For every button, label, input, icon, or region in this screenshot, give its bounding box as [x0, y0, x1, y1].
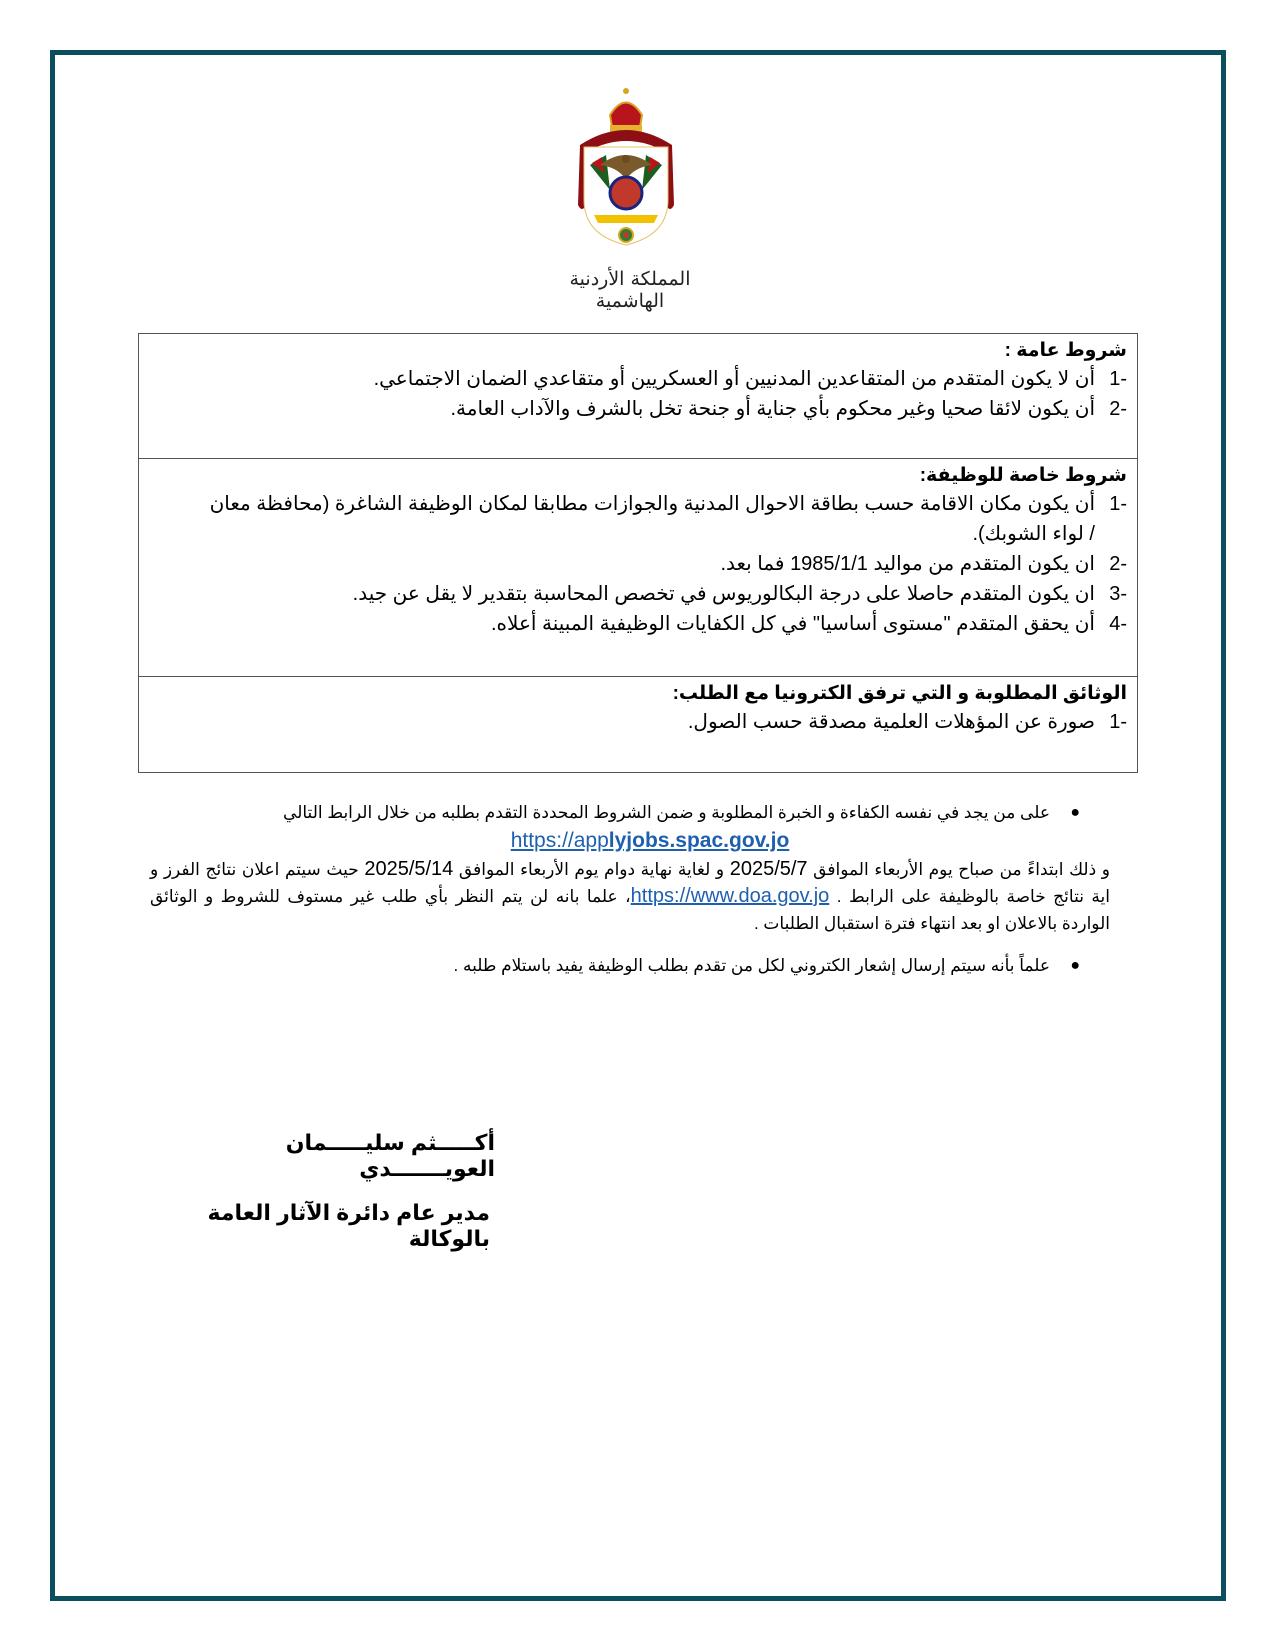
item-number: 1- [1109, 711, 1127, 733]
para-text: و ذلك ابتداءً من صباح يوم الأربعاء الموافق [813, 860, 1110, 879]
item-number: 2- [1109, 553, 1127, 575]
list-item [149, 609, 1127, 639]
item-text: أن يحقق المتقدم "مستوى أساسيا" في كل الكفايات الوظيفية المبينة أعلاه. [490, 613, 1095, 635]
job-conditions-section [139, 459, 1137, 677]
apply-instruction: على من يجد في نفسه الكفاءة و الخبرة المطلوبة و ضمن الشروط المحددة التقدم بطلبه من خلال الرابط التالي [283, 803, 1050, 822]
documents-section [139, 677, 1137, 772]
list-item [149, 489, 1127, 549]
list-item [149, 549, 1127, 579]
item-text: أن لا يكون المتقدم من المتقاعدين المدنيين أو العسكريين أو متقاعدي الضمان الاجتماعي. [373, 368, 1095, 390]
item-text: ان يكون المتقدم حاصلا على درجة البكالوريوس في تخصص المحاسبة بتقدير لا يقل عن جيد. [352, 583, 1095, 605]
apply-link-line [150, 826, 1120, 856]
bullet-apply [150, 800, 1120, 826]
general-conditions-title: شروط عامة : [1004, 340, 1127, 361]
item-number: 1- [1109, 493, 1127, 515]
apply-link[interactable] [511, 829, 790, 852]
item-number: 2- [1109, 398, 1127, 420]
para-text: ، علما بانه لن يتم النظر بأي طلب غير مستوف للشروط و الوثائق الواردة بالاعلان او بعد انتهاء فترة استقبال الطلبات . [150, 887, 1110, 933]
apply-link-bold: lyjobs.spac.gov.jo [608, 829, 790, 852]
para-text: حيث سيتم اعلان نتائج الفرز و اية نتائج خاصة بالوظيفة على الرابط . [150, 860, 1110, 906]
results-link[interactable]: https://www.doa.gov.jo [630, 885, 830, 907]
bullet-icon: ● [1070, 957, 1080, 974]
item-number: 4- [1109, 613, 1127, 635]
general-conditions-section [139, 334, 1137, 459]
documents-title: الوثائق المطلوبة و التي ترفق الكترونيا مع الطلب: [672, 683, 1127, 704]
list-item [149, 364, 1127, 394]
job-conditions-title: شروط خاصة للوظيفة: [919, 465, 1127, 486]
apply-link-prefix: https://app [510, 829, 609, 852]
item-number: 1- [1109, 368, 1127, 390]
coat-of-arms-emblem [570, 85, 682, 250]
item-text: ان يكون المتقدم من مواليد 1985/1/1 فما بعد. [720, 553, 1095, 575]
dates-paragraph [150, 856, 1120, 937]
list-item [149, 707, 1127, 737]
para-text: و لغاية نهاية دوام يوم الأربعاء الموافق [458, 860, 725, 879]
end-date: 2025/5/14 [364, 858, 454, 880]
list-item [149, 579, 1127, 609]
item-text: أن يكون مكان الاقامة حسب بطاقة الاحوال المدنية والجوازات مطابقا لمكان الوظيفة الشاغرة (محافظة معان / لواء الشوبك). [209, 493, 1095, 545]
bullet-icon: ● [1070, 804, 1080, 821]
kingdom-calligraphy: المملكة الأردنية الهاشمية [569, 268, 691, 312]
conditions-table [138, 333, 1138, 773]
item-number: 3- [1109, 583, 1127, 605]
item-text: صورة عن المؤهلات العلمية مصدقة حسب الصول. [687, 711, 1095, 733]
start-date: 2025/5/7 [729, 858, 808, 880]
item-text: أن يكون لائقا صحيا وغير محكوم بأي جناية أو جنحة تخل بالشرف والآداب العامة. [450, 398, 1095, 420]
list-item [149, 394, 1127, 424]
bullet-notification [150, 953, 1120, 979]
signatory-name: أكـــــثم سليـــــمان العويـــــــدي [285, 1130, 495, 1181]
signatory-title: مدير عام دائرة الآثار العامة بالوكالة [207, 1200, 490, 1251]
application-notes [150, 800, 1120, 979]
notification-text: علماً بأنه سيتم إرسال إشعار الكتروني لكل من تقدم بطلب الوظيفة يفيد باستلام طلبه . [453, 956, 1050, 975]
